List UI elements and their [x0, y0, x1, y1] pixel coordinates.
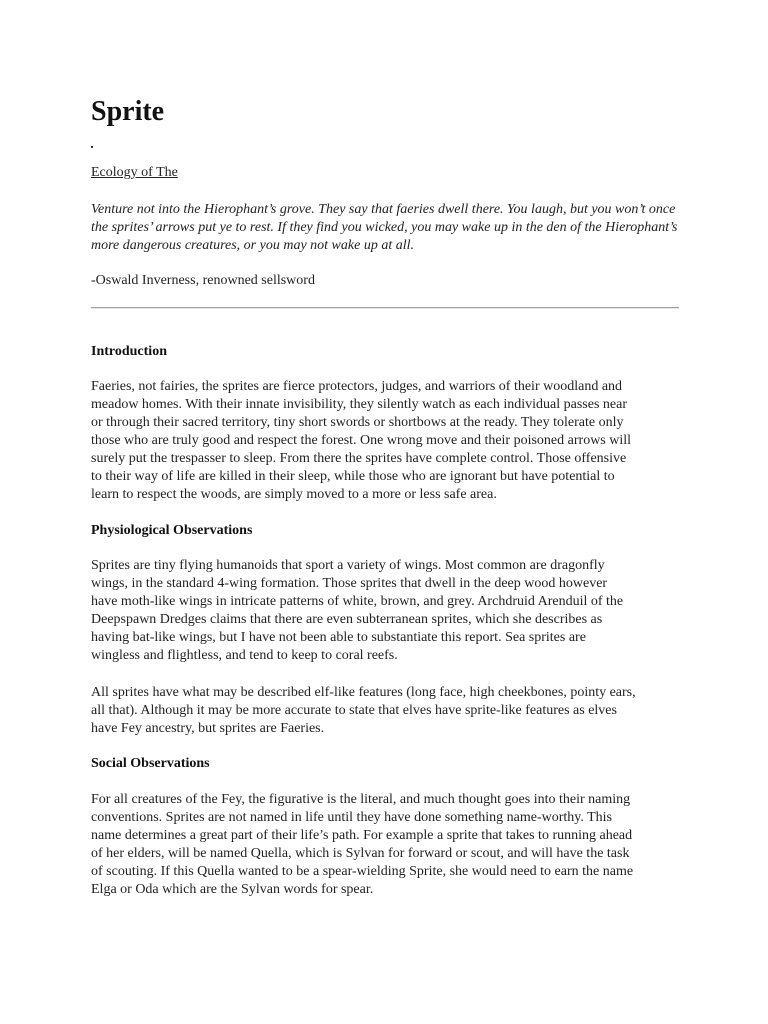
paragraph-line: of scouting. If this Quella wanted to be a spear-wielding Sprite, she would need to earn the name — [91, 864, 634, 879]
paragraph-line: have Fey ancestry, but sprites are Faeries. — [91, 721, 325, 736]
physiological-paragraph-2 — [91, 684, 681, 738]
paragraph-line: wings, in the standard 4-wing formation. Those sprites that dwell in the deep wood however — [91, 576, 608, 591]
physiological-heading: Physiological Observations — [91, 523, 253, 538]
paragraph-line: wingless and flightless, and tend to keep to coral reefs. — [91, 648, 398, 663]
paragraph-line: or through their sacred territory, tiny short swords or shortbows at the ready. They tolerate only — [91, 415, 624, 430]
paragraph-line: all that). Although it may be more accurate to state that elves have sprite-like features as elves — [91, 703, 617, 718]
paragraph-line: Elga or Oda which are the Sylvan words for spear. — [91, 882, 374, 897]
epigraph-line: of the Hierophant’s more dangerous creatures, or you may not wake up at all. — [91, 220, 678, 253]
social-heading: Social Observations — [91, 756, 210, 771]
introduction-heading: Introduction — [91, 344, 167, 359]
paragraph-line: learn to respect the woods, are simply moved to a more or less safe area. — [91, 487, 497, 502]
paragraph-line: to their way of life are killed in their sleep, while those who are ignorant but have potential to — [91, 469, 615, 484]
paragraph-line: All sprites have what may be described elf-like features (long face, high cheekbones, pointy ears, — [91, 685, 636, 700]
physiological-paragraph-1 — [91, 557, 681, 665]
page-title: Sprite — [91, 96, 165, 127]
horizontal-divider — [91, 307, 679, 309]
bullet-dot — [91, 146, 93, 148]
epigraph-line: Venture not into the Hierophant’s grove. They say that faeries dwell there. You laugh, but you — [91, 202, 612, 217]
epigraph-line: won’t once the sprites’ arrows put ye to rest. If they find you wicked, you may wake up in the den — [91, 202, 676, 235]
paragraph-line: conventions. Sprites are not named in life until they have done something name-worthy. This — [91, 810, 613, 825]
introduction-paragraph — [91, 378, 681, 504]
paragraph-line: Deepspawn Dredges claims that there are even subterranean sprites, which she describes as — [91, 612, 603, 627]
paragraph-line: name determines a great part of their life’s path. For example a sprite that takes to running ahead — [91, 828, 633, 843]
paragraph-line: meadow homes. With their innate invisibility, they silently watch as each individual passes near — [91, 397, 627, 412]
paragraph-line: of her elders, will be named Quella, which is Sylvan for forward or scout, and will have the task — [91, 846, 630, 861]
epigraph-attribution: -Oswald Inverness, renowned sellsword — [91, 273, 315, 288]
ecology-link[interactable]: Ecology of The — [91, 165, 178, 180]
paragraph-line: those who are truly good and respect the forest. One wrong move and their poisoned arrows will — [91, 433, 632, 448]
social-paragraph — [91, 791, 681, 899]
paragraph-line: have moth-like wings in intricate patterns of white, brown, and grey. Archdruid Arenduil of the — [91, 594, 624, 609]
paragraph-line: having bat-like wings, but I have not been able to substantiate this report. Sea sprites are — [91, 630, 586, 645]
paragraph-line: Sprites are tiny flying humanoids that sport a variety of wings. Most common are dragonfly — [91, 558, 605, 573]
epigraph-quote — [91, 201, 681, 255]
paragraph-line: surely put the trespasser to sleep. From there the sprites have complete control. Those offensive — [91, 451, 627, 466]
paragraph-line: Faeries, not fairies, the sprites are fierce protectors, judges, and warriors of their woodland and — [91, 379, 623, 394]
paragraph-line: For all creatures of the Fey, the figurative is the literal, and much thought goes into their naming — [91, 792, 631, 807]
